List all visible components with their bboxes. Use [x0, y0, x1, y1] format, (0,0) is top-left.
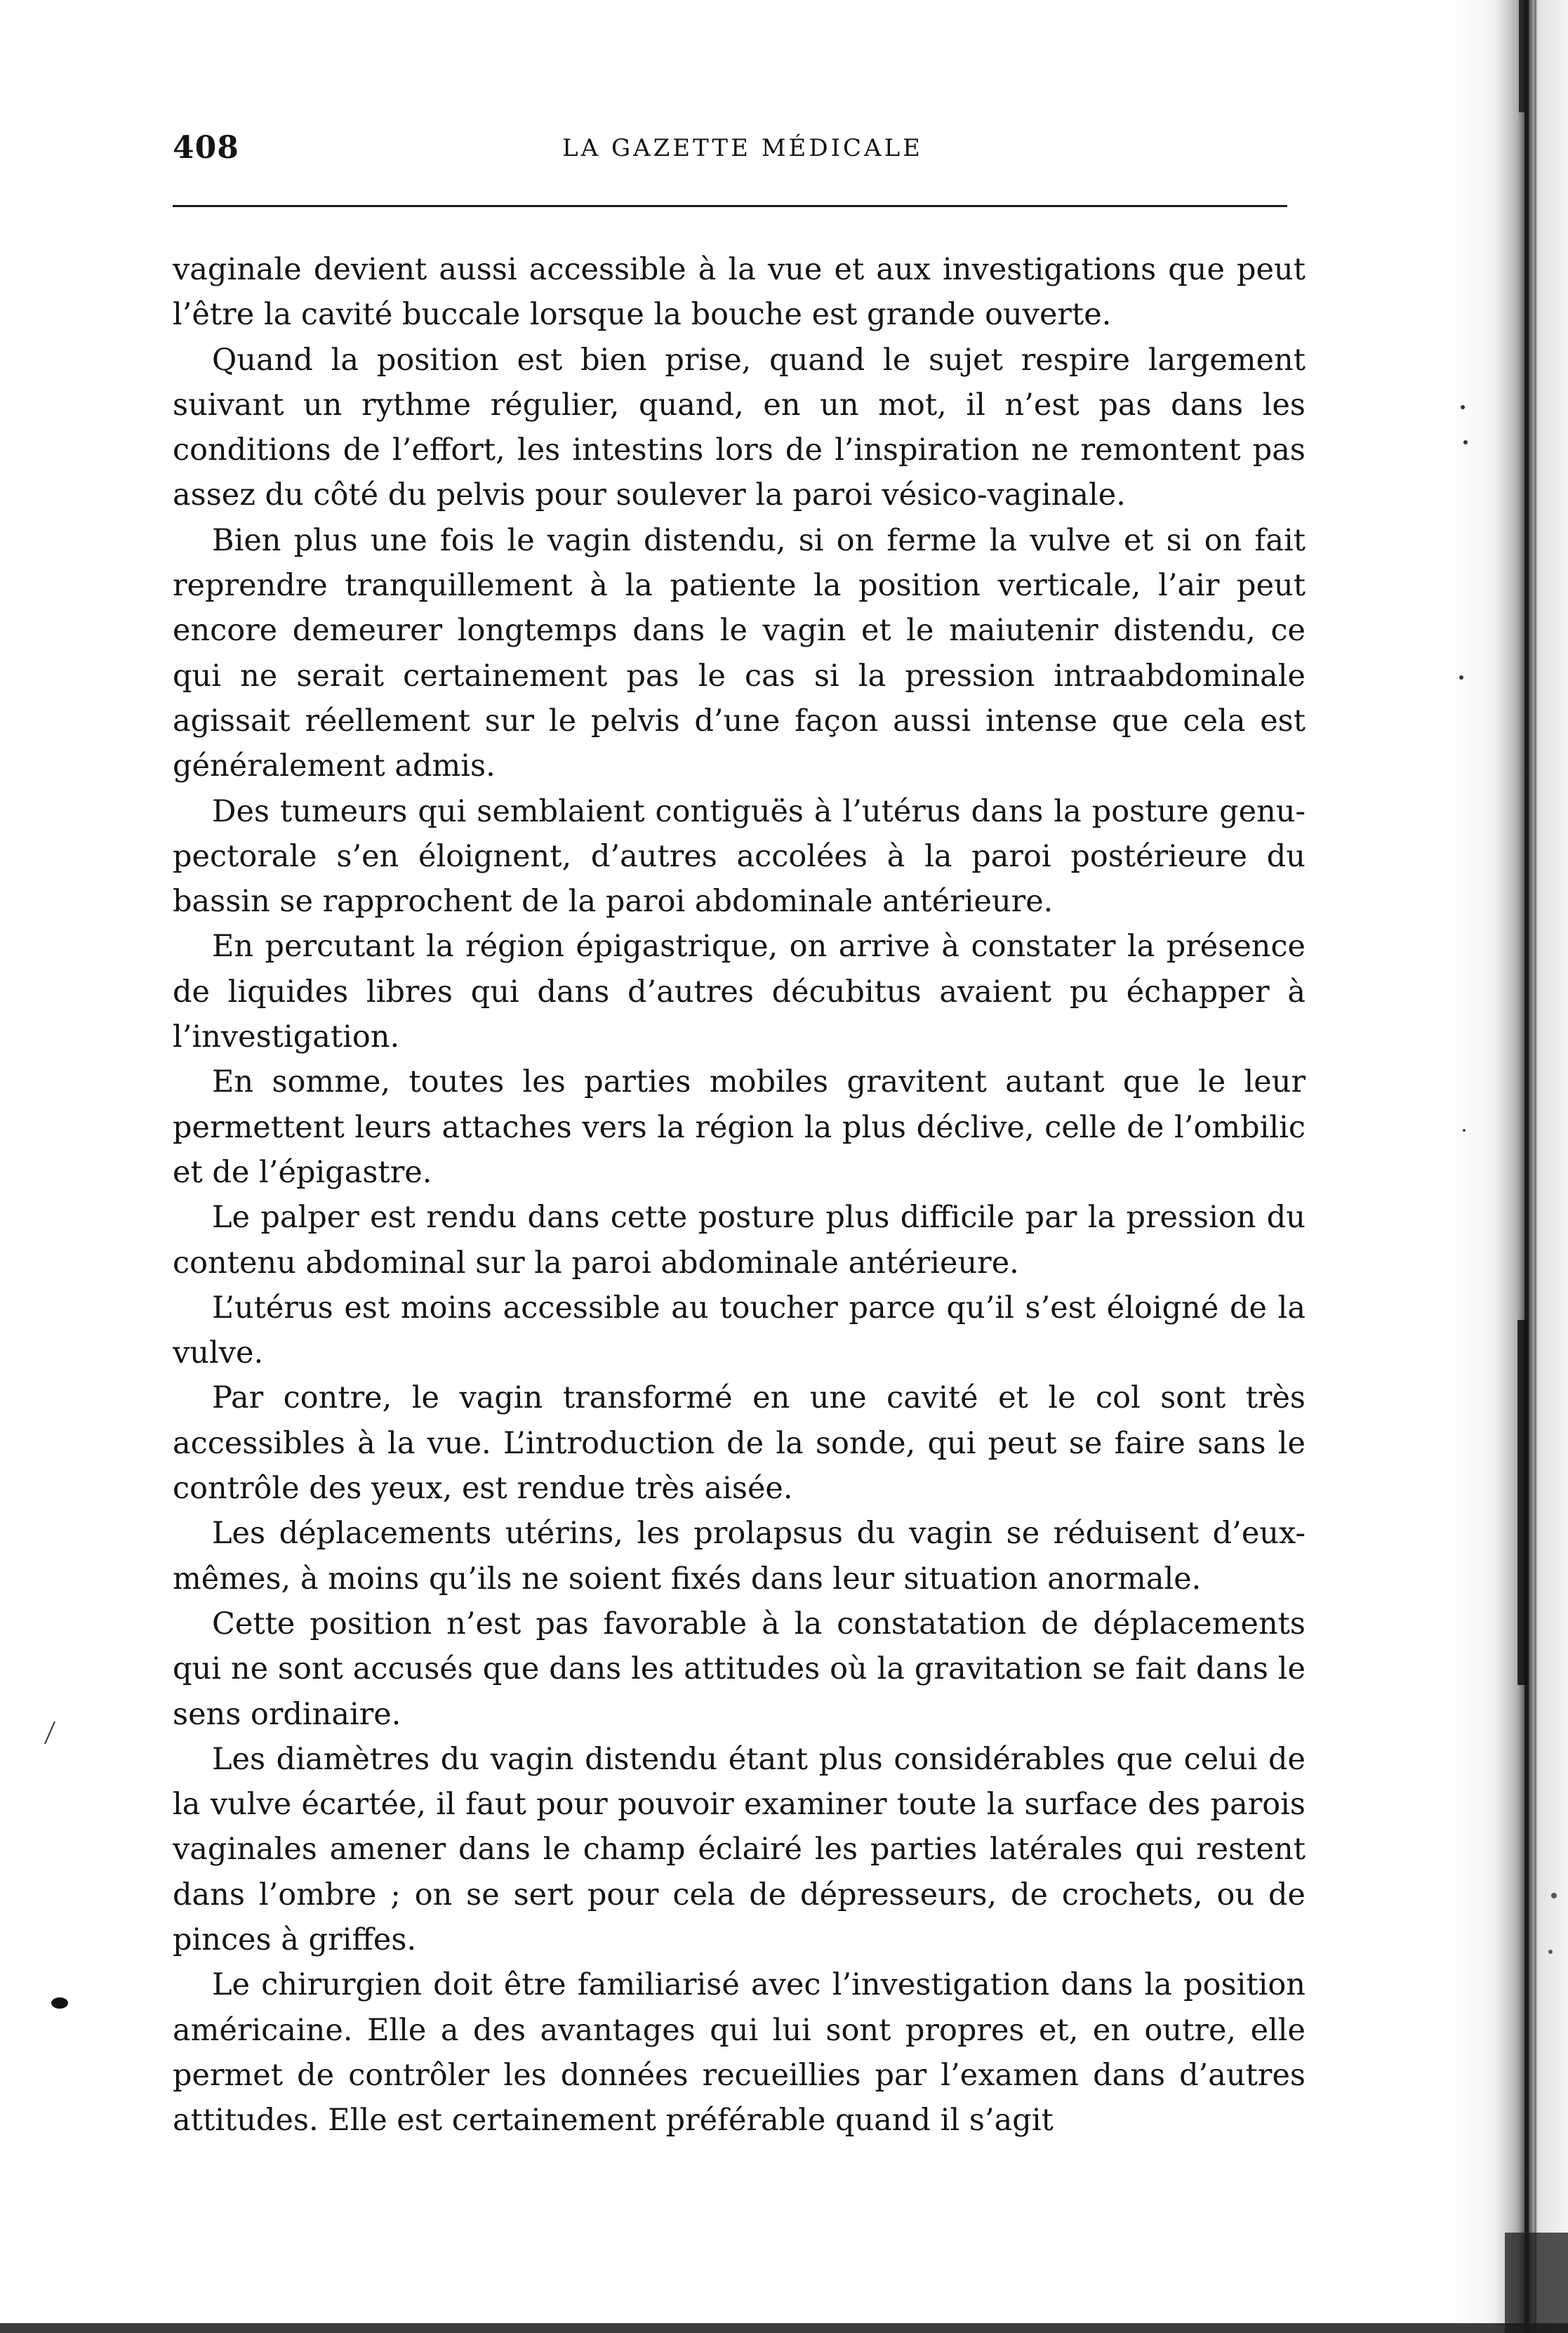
paragraph: Les déplacements utérins, les prolapsus du vagin se réduisent d’eux-mêmes, à moins qu’ils ne soient fixés dans leur situation anormale. [173, 1516, 1305, 1597]
article-body [173, 247, 1305, 2143]
page-edge-shadow [1435, 0, 1568, 2333]
paragraph: Des tumeurs qui semblaient contiguës à l’utérus dans la posture genu-pectorale s’en éloignent, d’autres accolées à la paroi postérieure du bassin se rapprochent de la paroi abdominale antérieure. [173, 793, 1305, 920]
paragraph: En percutant la région épigastrique, on arrive à constater la présence de liquides libres qui dans d’autres décubitus avaient pu échapper à l’investigation. [173, 929, 1305, 1055]
bottom-edge-shadow [0, 2316, 1568, 2333]
page-header [173, 130, 1313, 179]
page-number: 408 [173, 130, 239, 166]
paragraph: Les diamètres du vagin distendu étant plus considérables que celui de la vulve écartée, il faut pour pouvoir examiner toute la surface des parois vaginales amener dans le champ éclairé les parties latérales qui restent dans l’ombre ; on se sert pour cela de dépresseurs, de crochets, ou de pinces à griffes. [173, 1741, 1305, 1957]
paragraph: Cette position n’est pas favorable à la constatation de déplacements qui ne sont accusés que dans les attitudes où la gravitation se fait dans le sens ordinaire. [173, 1606, 1305, 1732]
journal-title: LA GAZETTE MÉDICALE [562, 134, 923, 162]
paragraph: Quand la position est bien prise, quand le sujet respire largement suivant un rythme régulier, quand, en un mot, il n’est pas dans les conditions de l’effort, les intestins lors de l’inspiration ne remontent pas assez du côté du pelvis pour soulever la paroi vésico-vaginale. [173, 342, 1305, 513]
ink-blot [49, 1995, 70, 2011]
paragraph: L’utérus est moins accessible au toucher parce qu’il s’est éloigné de la vulve. [173, 1290, 1305, 1371]
paragraph: Bien plus une fois le vagin distendu, si on ferme la vulve et si on fait reprendre tranquillement à la patiente la position verticale, l’air peut encore demeurer longtemps dans le vagin et le maiutenir distendu, ce qui ne serait certainement pas le cas si la pression intraabdominale agissait réellement sur le pelvis d’une façon aussi intense que cela est généralement admis. [173, 522, 1305, 784]
paragraph-continued: vaginale devient aussi accessible à la vue et aux investigations que peut l’être la cavité buccale lorsque la bouche est grande ouverte. [173, 252, 1305, 333]
paragraph: Par contre, le vagin transformé en une cavité et le col sont très accessibles à la vue. L’introduction de la sonde, qui peut se faire sans le contrôle des yeux, est rendue très aisée. [173, 1380, 1305, 1507]
stray-mark [42, 1720, 58, 1745]
header-rule [173, 205, 1287, 207]
paragraph: Le chirurgien doit être familiarisé avec l’investigation dans la position américaine. Elle a des avantages qui lui sont propres et, en outre, elle permet de contrôler les données recueillies par l’examen dans d’autres attitudes. Elle est certainement préférable quand il s’agit [173, 1967, 1305, 2139]
paragraph: En somme, toutes les parties mobiles gravitent autant que le leur permettent leurs attaches vers la région la plus déclive, celle de l’ombilic et de l’épigastre. [173, 1064, 1305, 1190]
paragraph: Le palper est rendu dans cette posture plus difficile par la pression du contenu abdominal sur la paroi abdominale antérieure. [173, 1200, 1305, 1281]
